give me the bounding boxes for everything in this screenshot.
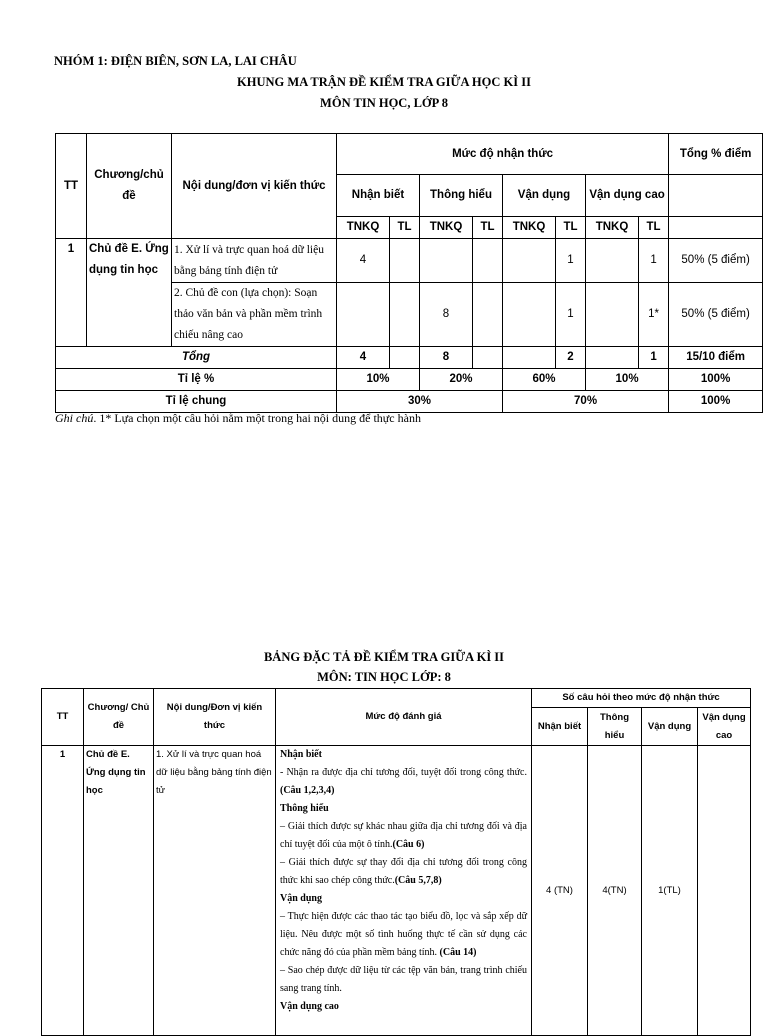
desc-th-1: – Giải thích được sự khác nhau giữa địa chỉ tương đối và địa chỉ tuyệt đối của một ô tính. — [280, 821, 527, 850]
note-label: Ghi chú — [55, 411, 94, 425]
pct-tong: 100% — [669, 369, 763, 391]
empty-cell — [669, 175, 763, 217]
header-tnkq: TNKQ — [337, 217, 390, 239]
desc-th-head: Thông hiểu — [280, 803, 329, 814]
c1-vdc-tl: 1 — [639, 239, 669, 283]
spec-row-number: 1 — [42, 746, 84, 1036]
spec-header-th: Thông hiểu — [588, 708, 642, 746]
spec-description — [276, 746, 532, 1036]
header-chuong: Chương/chủ đề — [87, 134, 172, 239]
pct-vd: 60% — [503, 369, 586, 391]
sum-nb: 4 — [337, 347, 390, 369]
sum-vd: 2 — [556, 347, 586, 369]
desc-th-2-ref: (Câu 5,7,8) — [394, 875, 442, 886]
content-2: 2. Chủ đề con (lựa chọn): Soạn thảo văn bản và phần mềm trình chiếu nâng cao — [172, 283, 337, 347]
spec-header-tt: TT — [42, 689, 84, 746]
sum-th: 8 — [420, 347, 473, 369]
header-nhanbiet: Nhận biết — [337, 175, 420, 217]
header-tnkq: TNKQ — [586, 217, 639, 239]
empty-cell — [669, 217, 763, 239]
sum-label: Tổng — [56, 347, 337, 369]
header-tl: TL — [473, 217, 503, 239]
desc-nb-head: Nhận biết — [280, 749, 322, 760]
desc-th-2: – Giải thích được sự thay đổi địa chỉ tương đối trong công thức khi sao chép công thức. — [280, 857, 527, 886]
pct-th: 20% — [420, 369, 503, 391]
sum-vdc: 1 — [639, 347, 669, 369]
c2-tong: 50% (5 điểm) — [669, 283, 763, 347]
topic-cell: Chủ đề E. Ứng dụng tin học — [87, 239, 172, 347]
header-tl: TL — [639, 217, 669, 239]
header-mucdo: Mức độ nhận thức — [337, 134, 669, 175]
spec-header-mucdo: Mức độ đánh giá — [276, 689, 532, 746]
c2-vd-tl: 1 — [556, 283, 586, 347]
desc-nb-1: - Nhận ra được địa chỉ tương đối, tuyệt đối trong công thức. — [280, 767, 527, 778]
spec-count-th: 4(TN) — [588, 746, 642, 1036]
spec-count-vd: 1(TL) — [642, 746, 698, 1036]
desc-th-1-ref: (Câu 6) — [392, 839, 425, 850]
sum-tong: 15/10 điểm — [669, 347, 763, 369]
desc-vd-1-ref: (Câu 14) — [439, 947, 477, 958]
spec-count-vdc — [698, 746, 751, 1036]
matrix-subtitle: MÔN TIN HỌC, LỚP 8 — [320, 96, 448, 110]
matrix-table — [55, 133, 763, 413]
header-tl: TL — [390, 217, 420, 239]
desc-nb-1-ref: (Câu 1,2,3,4) — [280, 785, 335, 796]
chung-label: Tỉ lệ chung — [56, 391, 337, 413]
content-1: 1. Xử lí và trực quan hoá dữ liệu bằng bảng tính điện tử — [172, 239, 337, 283]
note-text: . 1* Lựa chọn một câu hỏi nằm một trong hai nội dung để thực hành — [93, 411, 421, 425]
spec-content: 1. Xử lí và trực quan hoá dữ liệu bằng bảng tính điện tử — [154, 746, 276, 1036]
c1-vd-tl: 1 — [556, 239, 586, 283]
pct-vdc: 10% — [586, 369, 669, 391]
c1-tong: 50% (5 điểm) — [669, 239, 763, 283]
chung-2: 70% — [503, 391, 669, 413]
header-vandungcao: Vận dụng cao — [586, 175, 669, 217]
spec-subtitle: MÔN: TIN HỌC LỚP: 8 — [317, 670, 451, 684]
header-tnkq: TNKQ — [503, 217, 556, 239]
header-thonghieu: Thông hiểu — [420, 175, 503, 217]
pct-nb: 10% — [337, 369, 420, 391]
c1-nb: 4 — [337, 239, 390, 283]
c2-th: 8 — [420, 283, 473, 347]
spec-title: BẢNG ĐẶC TẢ ĐỀ KIỂM TRA GIỮA KÌ II — [263, 650, 505, 664]
spec-table — [41, 688, 751, 1036]
c2-vdc-tl: 1* — [639, 283, 669, 347]
desc-vd-head: Vận dụng — [280, 893, 322, 904]
header-vandung: Vận dụng — [503, 175, 586, 217]
chung-tong: 100% — [669, 391, 763, 413]
note — [55, 411, 421, 426]
header-tt: TT — [56, 134, 87, 239]
spec-header-chuong: Chương/ Chủ đề — [84, 689, 154, 746]
spec-header-socau: Số câu hỏi theo mức độ nhận thức — [532, 689, 751, 708]
header-tl: TL — [556, 217, 586, 239]
desc-vd-1: – Thực hiện được các thao tác tạo biểu đồ, lọc và sắp xếp dữ liệu. Nêu được một số tình huống thực tế cần sử dụng các chức năng đó của phần mềm bảng tính. — [280, 911, 527, 958]
desc-vdc-head: Vận dụng cao — [280, 1001, 339, 1012]
spec-header-nb: Nhận biết — [532, 708, 588, 746]
spec-header-vd: Vận dụng — [642, 708, 698, 746]
group-heading: NHÓM 1: ĐIỆN BIÊN, SƠN LA, LAI CHÂU — [54, 54, 297, 68]
header-tnkq: TNKQ — [420, 217, 473, 239]
matrix-title: KHUNG MA TRẬN ĐỀ KIỂM TRA GIỮA HỌC KÌ II — [237, 75, 531, 89]
desc-vd-2: – Sao chép được dữ liệu từ các tệp văn bản, trang trình chiếu sang trang tính. — [280, 965, 527, 994]
spec-count-nb: 4 (TN) — [532, 746, 588, 1036]
header-tong: Tổng % điểm — [669, 134, 763, 175]
spec-header-vdc: Vận dụng cao — [698, 708, 751, 746]
pct-label: Tỉ lệ % — [56, 369, 337, 391]
spec-header-noidung: Nội dung/Đơn vị kiến thức — [154, 689, 276, 746]
header-noidung: Nội dung/đơn vị kiến thức — [172, 134, 337, 239]
chung-1: 30% — [337, 391, 503, 413]
row-number: 1 — [56, 239, 87, 347]
spec-topic: Chủ đề E. Ứng dụng tin học — [84, 746, 154, 1036]
